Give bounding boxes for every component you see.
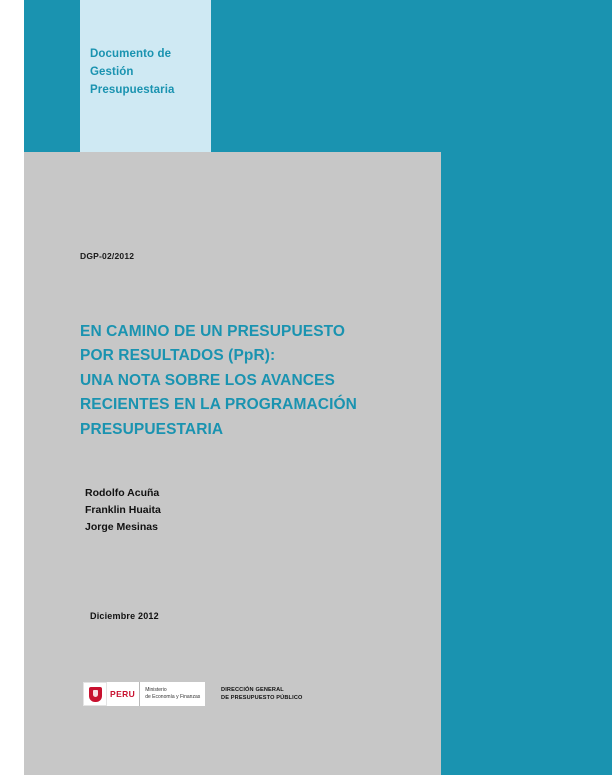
title-line-5: PRESUPUESTARIA — [80, 420, 224, 438]
title-line-2: POR RESULTADOS (PpR): — [80, 347, 276, 365]
author-3: Jorge Mesinas — [85, 521, 158, 533]
title-line-1: EN CAMINO DE UN PRESUPUESTO — [80, 323, 346, 340]
peru-coat-of-arms-icon — [83, 682, 107, 706]
document-code: DGP-02/2012 — [80, 251, 135, 261]
shield-icon — [89, 687, 102, 702]
author-2: Franklin Huaita — [85, 504, 161, 516]
title-line-4: RECIENTES EN LA PROGRAMACIÓN — [80, 396, 357, 414]
peru-wordmark — [107, 682, 139, 706]
series-label-line-2: Gestión — [90, 65, 134, 78]
title-line-3: UNA NOTA SOBRE LOS AVANCES — [80, 371, 335, 389]
document-title — [80, 320, 410, 442]
series-label — [90, 46, 210, 99]
office-name-line-1: DIRECCIÓN GENERAL — [221, 687, 284, 693]
ministry-name-line-1: Ministerio — [145, 687, 167, 694]
peru-wordmark-text: PERU — [110, 689, 136, 699]
publication-date: Diciembre 2012 — [90, 611, 159, 621]
ministry-name-line-2: de Economía y Finanzas — [145, 694, 201, 700]
author-list — [85, 485, 385, 536]
office-name-line-2: DE PRESUPUESTO PÚBLICO — [221, 695, 303, 702]
right-teal-column — [441, 152, 612, 775]
ministry-logo — [83, 682, 205, 706]
ministry-name — [139, 682, 205, 706]
office-name — [221, 686, 303, 703]
series-label-line-3: Presupuestaria — [90, 83, 175, 96]
series-label-line-1: Documento de — [90, 48, 172, 60]
author-1: Rodolfo Acuña — [85, 487, 160, 499]
